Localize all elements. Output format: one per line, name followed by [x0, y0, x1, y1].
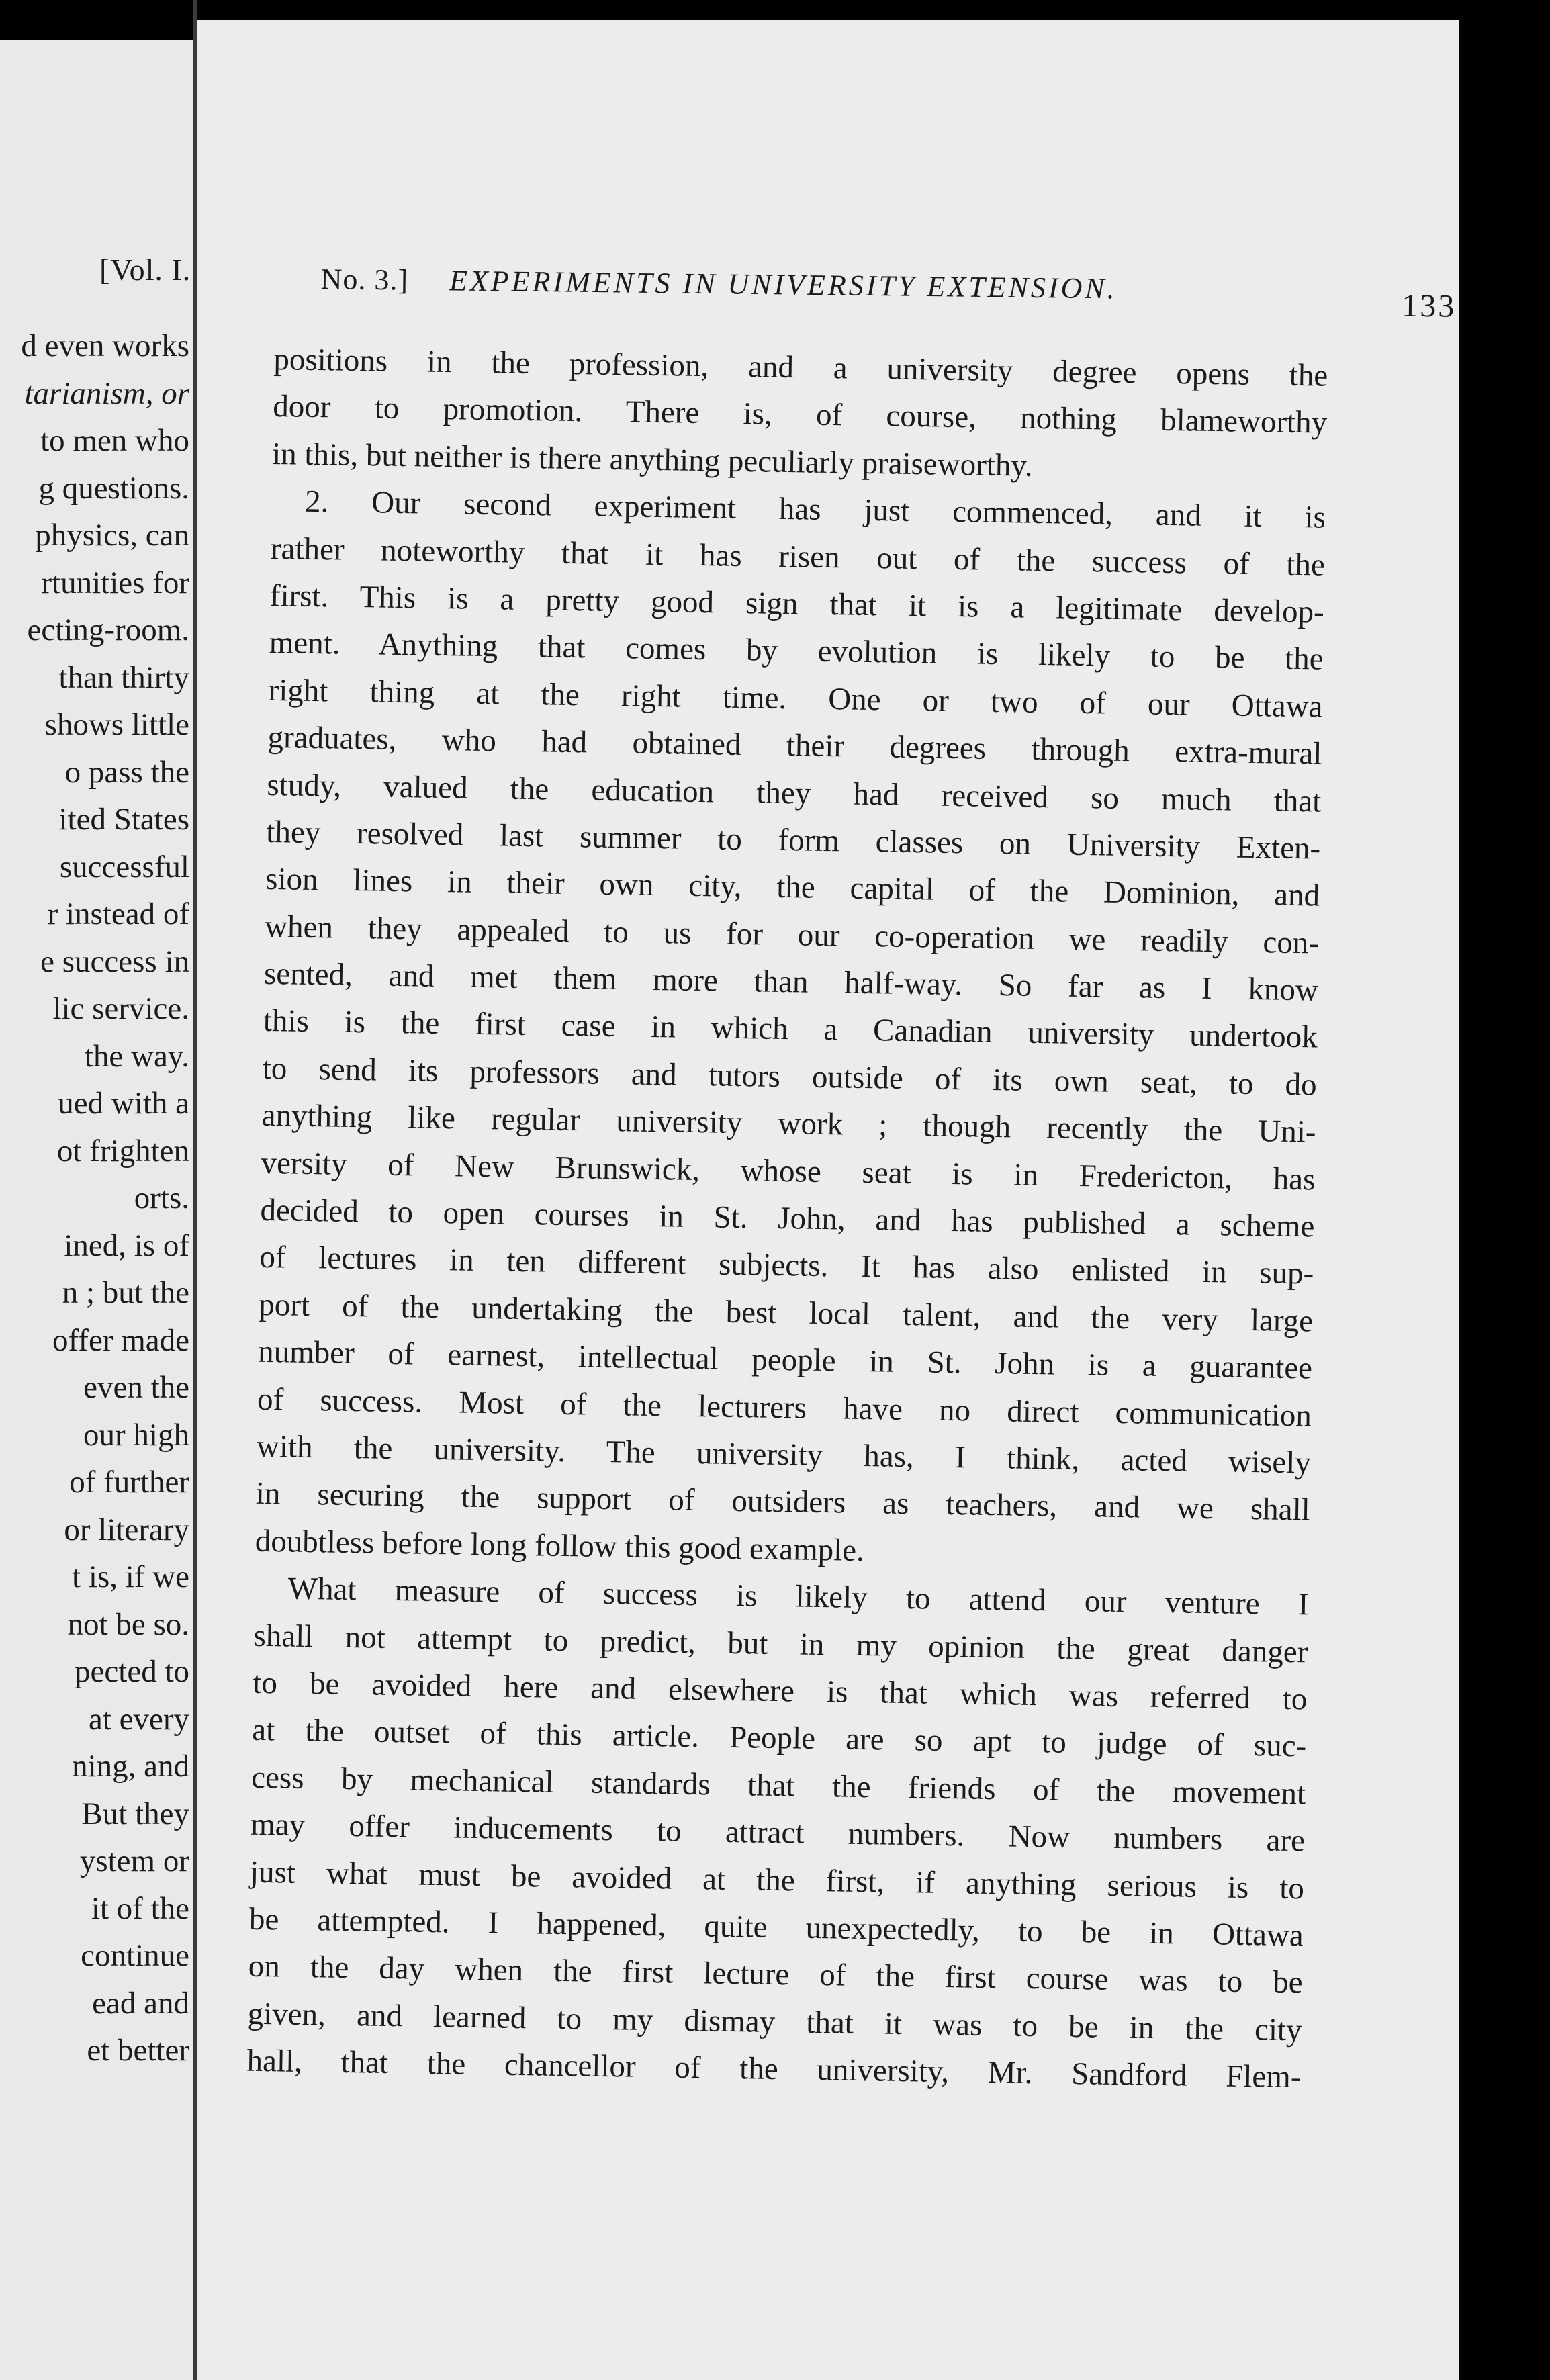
left-text-line: offer made	[52, 1322, 189, 1358]
left-text-line: ystem or	[79, 1843, 189, 1878]
text-line: just what must be avoided at the first, if anything serious is to	[249, 1854, 1305, 1906]
text-line: cess by mechanical standards that the friends of the movement	[250, 1759, 1306, 1812]
issue-number: No. 3.]	[320, 262, 409, 297]
text-line: doubtless before long follow this good example.	[255, 1523, 865, 1568]
left-text-line: t is, if we	[72, 1559, 189, 1594]
left-text-line: the way.	[84, 1038, 189, 1074]
left-text-line: g questions.	[38, 470, 189, 506]
left-text-line: rtunities for	[41, 565, 189, 600]
text-line: sented, and met them more than half-way. So far as I know	[263, 956, 1319, 1008]
text-line: shall not attempt to predict, but in my opinion the great danger	[253, 1618, 1308, 1669]
left-text-line: shows little	[44, 707, 189, 742]
text-line: of success. Most of the lecturers have no direct communication	[257, 1381, 1312, 1434]
left-text-line: or literary	[64, 1512, 189, 1547]
text-line: first. This is a pretty good sign that it is a legitimate develop-	[269, 578, 1325, 630]
left-text-line: tarianism, or	[24, 375, 189, 411]
text-line: number of earnest, intellectual people in St. John is a guarantee	[257, 1334, 1313, 1386]
text-line: on the day when the first lecture of the first course was to be	[248, 1948, 1304, 2001]
text-line: given, and learned to my dismay that it was to be in the city	[247, 1996, 1302, 2048]
left-text-line: d even works	[21, 328, 189, 363]
text-line: may offer inducements to attract numbers. Now numbers are	[250, 1806, 1306, 1859]
left-text-line: lic service.	[52, 991, 189, 1026]
text-line: ment. Anything that comes by evolution is likely to be the	[269, 625, 1324, 677]
left-text-line: of further	[69, 1465, 189, 1500]
left-page-header: [Vol. I.	[99, 253, 191, 287]
text-line: right thing at the right time. One or two of our Ottawa	[268, 672, 1323, 725]
left-text-line: ning, and	[72, 1749, 189, 1784]
text-line: of lectures in ten different subjects. It has also enlisted in sup-	[259, 1240, 1314, 1291]
text-line: study, valued the education they had received so much that	[267, 767, 1322, 819]
left-text-line: et better	[87, 2033, 189, 2068]
text-line: What measure of success is likely to attend our venture I	[287, 1571, 1309, 1622]
left-text-line: than thirty	[58, 659, 189, 695]
left-text-line: n ; but the	[62, 1275, 189, 1310]
left-text-line: pected to	[75, 1654, 189, 1689]
text-line: door to promotion. There is, of course, nothing blameworthy	[272, 389, 1328, 441]
left-text-line: successful	[59, 849, 189, 884]
text-line: 2. Our second experiment has just commenced, and it is	[304, 484, 1326, 535]
left-text-line: physics, can	[35, 518, 189, 553]
left-text-line: r instead of	[47, 897, 189, 931]
text-line: hall, that the chancellor of the university, Mr. Sandford Flem-	[246, 2043, 1302, 2095]
right-page	[197, 20, 1459, 2380]
article-title: EXPERIMENTS IN UNIVERSITY EXTENSION.	[449, 264, 1118, 306]
text-line: to be avoided here and elsewhere is that which was referred to	[253, 1665, 1308, 1717]
text-line: they resolved last summer to form classes on University Exten-	[265, 814, 1321, 866]
text-line: with the university. The university has, I think, acted wisely	[256, 1428, 1312, 1481]
text-line: versity of New Brunswick, whose seat is in Fredericton, has	[261, 1145, 1316, 1197]
left-text-line: ued with a	[58, 1086, 189, 1121]
left-text-line: it of the	[91, 1890, 189, 1926]
left-page-text	[0, 322, 195, 2074]
text-line: in this, but neither is there anything peculiarly praiseworthy.	[271, 436, 1034, 484]
text-line: positions in the profession, and a university degree opens the	[273, 341, 1328, 394]
left-page	[0, 40, 195, 2380]
text-line: to send its professors and tutors outside of its own seat, to do	[262, 1050, 1318, 1103]
left-text-line: continue	[81, 1938, 189, 1973]
left-text-line: our high	[83, 1417, 189, 1453]
text-line: this is the first case in which a Canadian university undertook	[263, 1003, 1318, 1056]
left-text-line: ot frighten	[56, 1133, 189, 1169]
left-text-line: even the	[83, 1370, 189, 1405]
text-line: port of the undertaking the best local talent, and the very large	[258, 1287, 1314, 1339]
left-text-line: ined, is of	[64, 1228, 189, 1263]
scan-border	[1459, 0, 1550, 2380]
left-text-line: o pass the	[64, 754, 189, 790]
text-line: graduates, who had obtained their degrees through extra-mural	[267, 720, 1322, 772]
left-text-line: at every	[88, 1701, 189, 1737]
left-text-line: ead and	[92, 1985, 189, 2021]
left-text-line: to men who	[40, 423, 189, 458]
left-text-line: ecting-room.	[27, 612, 189, 647]
text-line: when they appealed to us for our co-operation we readily con-	[264, 909, 1320, 961]
text-line: at the outset of this article. People are so apt to judge of suc-	[251, 1712, 1307, 1764]
left-text-line: e success in	[40, 944, 189, 979]
text-line: decided to open courses in St. John, and has published a scheme	[260, 1192, 1315, 1244]
text-line: sion lines in their own city, the capital of the Dominion, and	[265, 862, 1320, 913]
article-body	[246, 336, 1328, 2101]
text-line: be attempted. I happened, quite unexpectedly, to be in Ottawa	[248, 1901, 1304, 1954]
text-line: rather noteworthy that it has risen out of the success of the	[270, 531, 1326, 583]
text-line: in securing the support of outsiders as teachers, and we shall	[255, 1476, 1311, 1528]
running-head	[320, 262, 1459, 324]
left-text-line: But they	[81, 1796, 189, 1831]
left-text-line: not be so.	[67, 1606, 189, 1642]
left-text-line: orts.	[134, 1181, 189, 1216]
left-text-line: ited States	[58, 802, 189, 837]
text-line: anything like regular university work ; though recently the Uni-	[261, 1098, 1316, 1150]
page-number: 133	[1402, 287, 1457, 324]
